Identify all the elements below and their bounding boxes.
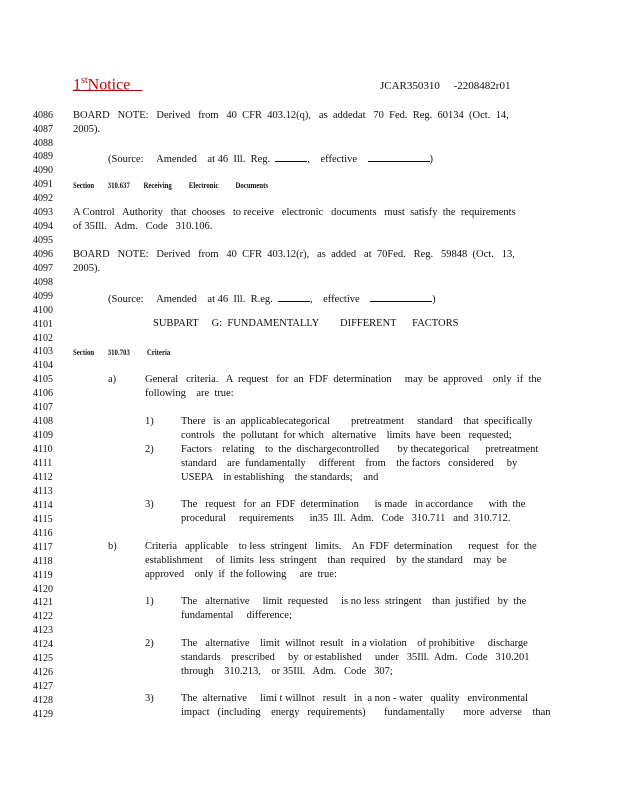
item-b3-line-1: The alternative limi t willnot result in a non - water quality environmental xyxy=(181,693,528,704)
line-number: 4089 xyxy=(33,151,53,162)
item-b-line-3: approved only if the following are true: xyxy=(145,569,337,580)
line-number: 4119 xyxy=(33,570,53,581)
item-b-line-1: Criteria applicable to less stringent limits. An FDF determination request for the xyxy=(145,541,537,552)
source-note-2-effective: , effective xyxy=(310,294,360,305)
line-number: 4108 xyxy=(33,416,53,427)
notice-number: 1 xyxy=(73,76,81,94)
line-number: 4114 xyxy=(33,500,53,511)
line-number: 4094 xyxy=(33,221,53,232)
board-note-1-line-1: BOARD NOTE: Derived from 40 CFR 403.12(q), as addedat 70 Fed. Reg. 60134 (Oct. 14, xyxy=(73,110,509,121)
source-note-1-effective: , effective xyxy=(307,154,358,165)
source-note-2-close: ) xyxy=(432,294,436,305)
item-b1-line-2: fundamental difference; xyxy=(181,610,292,621)
item-a2-line-3: USEPA in establishing the standards; and xyxy=(181,472,379,483)
notice-word: Notice xyxy=(87,76,131,94)
item-b-label: b) xyxy=(108,541,117,552)
line-number: 4111 xyxy=(33,458,53,469)
line-number: 4097 xyxy=(33,263,53,274)
board-note-2-line-1: BOARD NOTE: Derived from 40 CFR 403.12(r), as added at 70Fed. Reg. 59848 (Oct. 13, xyxy=(73,249,515,260)
line-number: 4125 xyxy=(33,653,53,664)
board-note-1-line-2: 2005). xyxy=(73,124,101,135)
line-number: 4099 xyxy=(33,291,53,302)
item-a3-line-2: procedural requirements in35 Ill. Adm. Code 310.711 and 310.712. xyxy=(181,513,511,524)
source-note-2 xyxy=(108,291,436,306)
line-number: 4122 xyxy=(33,611,53,622)
item-a-line-2: following are true: xyxy=(145,388,234,399)
line-number: 4101 xyxy=(33,319,53,330)
effective-date-blank xyxy=(368,151,430,162)
line-number: 4112 xyxy=(33,472,53,483)
line-number: 4107 xyxy=(33,402,53,413)
source-note-1 xyxy=(108,151,433,166)
line-number: 4127 xyxy=(33,681,53,692)
board-note-2-line-2: 2005). xyxy=(73,263,101,274)
line-number: 4120 xyxy=(33,584,53,595)
line-number: 4100 xyxy=(33,305,53,316)
line-number: 4104 xyxy=(33,360,53,371)
line-number: 4095 xyxy=(33,235,53,246)
line-number: 4109 xyxy=(33,430,53,441)
line-number: 4086 xyxy=(33,110,53,121)
source-note-1-close: ) xyxy=(429,154,434,165)
line-number: 4106 xyxy=(33,388,53,399)
line-number: 4115 xyxy=(33,514,53,525)
item-a2-label: 2) xyxy=(145,444,154,455)
line-number: 4092 xyxy=(33,193,53,204)
item-b2-line-3: through 310.213, or 35Ill. Adm. Code 307; xyxy=(181,666,393,677)
line-number: 4116 xyxy=(33,528,53,539)
line-number: 4124 xyxy=(33,639,53,650)
item-a3-line-1: The request for an FDF determination is made in accordance with the xyxy=(181,499,526,510)
line-number: 4091 xyxy=(33,179,53,190)
item-b1-label: 1) xyxy=(145,596,154,607)
item-b3-line-2: impact (including energy requirements) fundamentally more adverse than xyxy=(181,707,551,718)
line-number: 4110 xyxy=(33,444,53,455)
control-authority-line-1: A Control Authority that chooses to receive electronic documents must satisfy the requirements xyxy=(73,207,516,218)
register-issue-blank xyxy=(275,151,307,162)
subpart-g-heading: SUBPART G: FUNDAMENTALLY DIFFERENT FACTORS xyxy=(153,318,459,329)
line-number: 4093 xyxy=(33,207,53,218)
item-b2-label: 2) xyxy=(145,638,154,649)
item-a-line-1: General criteria. A request for an FDF determination may be approved only if the xyxy=(145,374,542,385)
item-a3-label: 3) xyxy=(145,499,154,510)
effective-date-blank xyxy=(370,291,432,302)
line-number: 4129 xyxy=(33,709,53,720)
line-number: 4087 xyxy=(33,124,53,135)
item-a1-line-1: There is an applicablecategorical pretreatment standard that specifically xyxy=(181,416,533,427)
register-issue-blank xyxy=(278,291,310,302)
section-310-637-heading: Section 310.637 Receiving Electronic Documents xyxy=(73,181,268,190)
item-b-line-2: establishment of limits less stringent than required by the standard may be xyxy=(145,555,507,566)
item-a1-label: 1) xyxy=(145,416,154,427)
item-b1-line-1: The alternative limit requested is no less stringent than justified by the xyxy=(181,596,527,607)
notice-ordinal: st xyxy=(81,75,88,86)
line-number: 4118 xyxy=(33,556,53,567)
source-note-2-prefix: (Source: Amended at 46 Ill. R.eg. xyxy=(108,294,273,305)
source-note-1-prefix: (Source: Amended at 46 Ill. Reg. xyxy=(108,154,271,165)
line-number: 4117 xyxy=(33,542,53,553)
item-a2-line-2: standard are fundamentally different from the factors considered by xyxy=(181,458,518,469)
line-number: 4105 xyxy=(33,374,53,385)
item-a2-line-1: Factors relating to the dischargecontrolled by thecategorical pretreatment xyxy=(181,444,539,455)
item-a-label: a) xyxy=(108,374,117,385)
line-number: 4113 xyxy=(33,486,53,497)
line-number: 4088 xyxy=(33,138,53,149)
line-number: 4128 xyxy=(33,695,53,706)
item-a1-line-2: controls the pollutant for which alternative limits have been requested; xyxy=(181,430,512,441)
line-number: 4098 xyxy=(33,277,53,288)
line-number: 4090 xyxy=(33,165,53,176)
control-authority-line-2: of 35Ill. Adm. Code 310.106. xyxy=(73,221,213,232)
line-number: 4126 xyxy=(33,667,53,678)
section-310-703-heading: Section 310.703 Criteria xyxy=(73,348,171,357)
item-b2-line-1: The alternative limit willnot result in a violation of prohibitive discharge xyxy=(181,638,528,649)
item-b2-line-2: standards prescribed by or established under 35Ill. Adm. Code 310.201 xyxy=(181,652,530,663)
jcar-code: JCAR350310 -2208482r01 xyxy=(380,80,511,92)
notice-heading xyxy=(73,75,142,94)
item-b3-label: 3) xyxy=(145,693,154,704)
line-number: 4102 xyxy=(33,333,53,344)
line-number: 4096 xyxy=(33,249,53,260)
line-number: 4123 xyxy=(33,625,53,636)
line-number: 4103 xyxy=(33,346,53,357)
line-number: 4121 xyxy=(33,597,53,608)
